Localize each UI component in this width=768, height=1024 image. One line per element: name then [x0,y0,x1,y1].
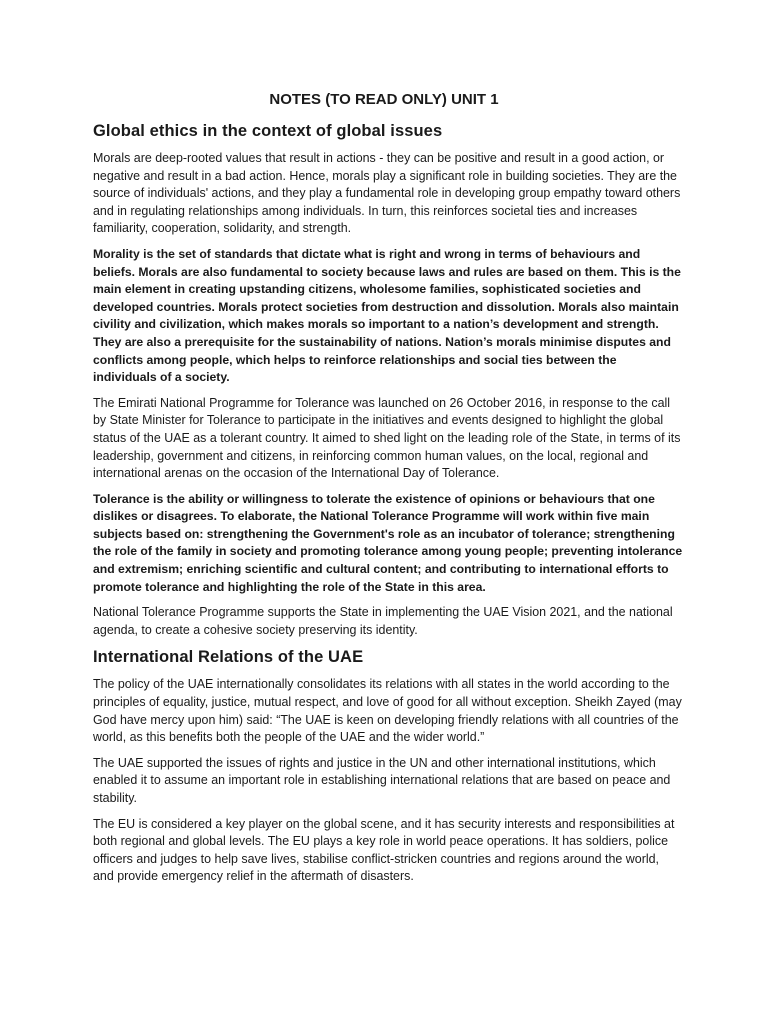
paragraph-morals: Morals are deep-rooted values that result in actions - they can be positive and result in a good action, or negative and result in a bad action. Hence, morals play a significant role in building societies. They are the source of individuals' actions, and they play a fundamental role in developing group empathy toward others and in regulating relationships among individuals. In turn, this reinforces societal ties and increases familiarity, cooperation, solidarity, and strength. [93,151,681,236]
paragraph-eu: The EU is considered a key player on the global scene, and it has security interests and responsibilities at both regional and global levels. The EU plays a key role in world peace operations. It has soldiers, police officers and judges to help save lives, stabilise conflict-stricken countries and regions around the world, and provide emergency relief in the aftermath of disasters. [93,816,675,884]
paragraph-uae-un: The UAE supported the issues of rights and justice in the UN and other international institutions, which enabled it to assume an important role in establishing international relations that are based on peace and stability. [93,755,671,805]
document-body [93,121,683,894]
document-title: NOTES (TO READ ONLY) UNIT 1 [269,91,499,108]
paragraph-uae-policy: The policy of the UAE internationally consolidates its relations with all states in the world according to the principles of equality, justice, mutual respect, and love of good for all without exception. Sheikh Zayed (may God have mercy upon him) said: “The UAE is keen on developing friendly relations with all countries of the world, as this benefits both the people of the UAE and the wider world.” [93,677,682,745]
paragraph-tolerance-programme: The Emirati National Programme for Tolerance was launched on 26 October 2016, in response to the call by State Minister for Tolerance to participate in the initiatives and events designed to highlight the global status of the UAE as a tolerant country. It aimed to shed light on the leading role of the State, in terms of its leadership, government and citizens, in reinforcing common human values, on the local, regional and international arenas on the occasion of the International Day of Tolerance. [93,395,681,481]
section-heading-international-relations: International Relations of the UAE [93,648,364,667]
paragraph-morality: Morality is the set of standards that dictate what is right and wrong in terms of behaviours and beliefs. Morals are also fundamental to society because laws and rules are based on them. This is the main element in creating upstanding citizens, wholesome families, sophisticated societies and developed countries. Morals protect societies from destruction and dissolution. Morals also maintain civility and civilization, which makes morals so important to a nation’s development and strength. They are also a prerequisite for the sustainability of nations. Nation’s morals minimise disputes and conflicts among people, which helps to reinforce relationships and social ties between the individuals of a society. [93,246,681,385]
paragraph-tolerance-definition: Tolerance is the ability or willingness to tolerate the existence of opinions or behaviours that one dislikes or disagrees. To elaborate, the National Tolerance Programme will work within five main subjects based on: strengthening the Government's role as an incubator of tolerance; strengthening the role of the family in society and promoting tolerance among young people; preventing intolerance and extremism; enriching scientific and cultural content; and contributing to international efforts to promote tolerance and highlighting the role of the State in this area. [93,491,683,594]
section-heading-global-ethics: Global ethics in the context of global issues [93,122,443,140]
paragraph-vision-2021: National Tolerance Programme supports the State in implementing the UAE Vision 2021, and the national agenda, to create a cohesive society preserving its identity. [93,605,673,637]
